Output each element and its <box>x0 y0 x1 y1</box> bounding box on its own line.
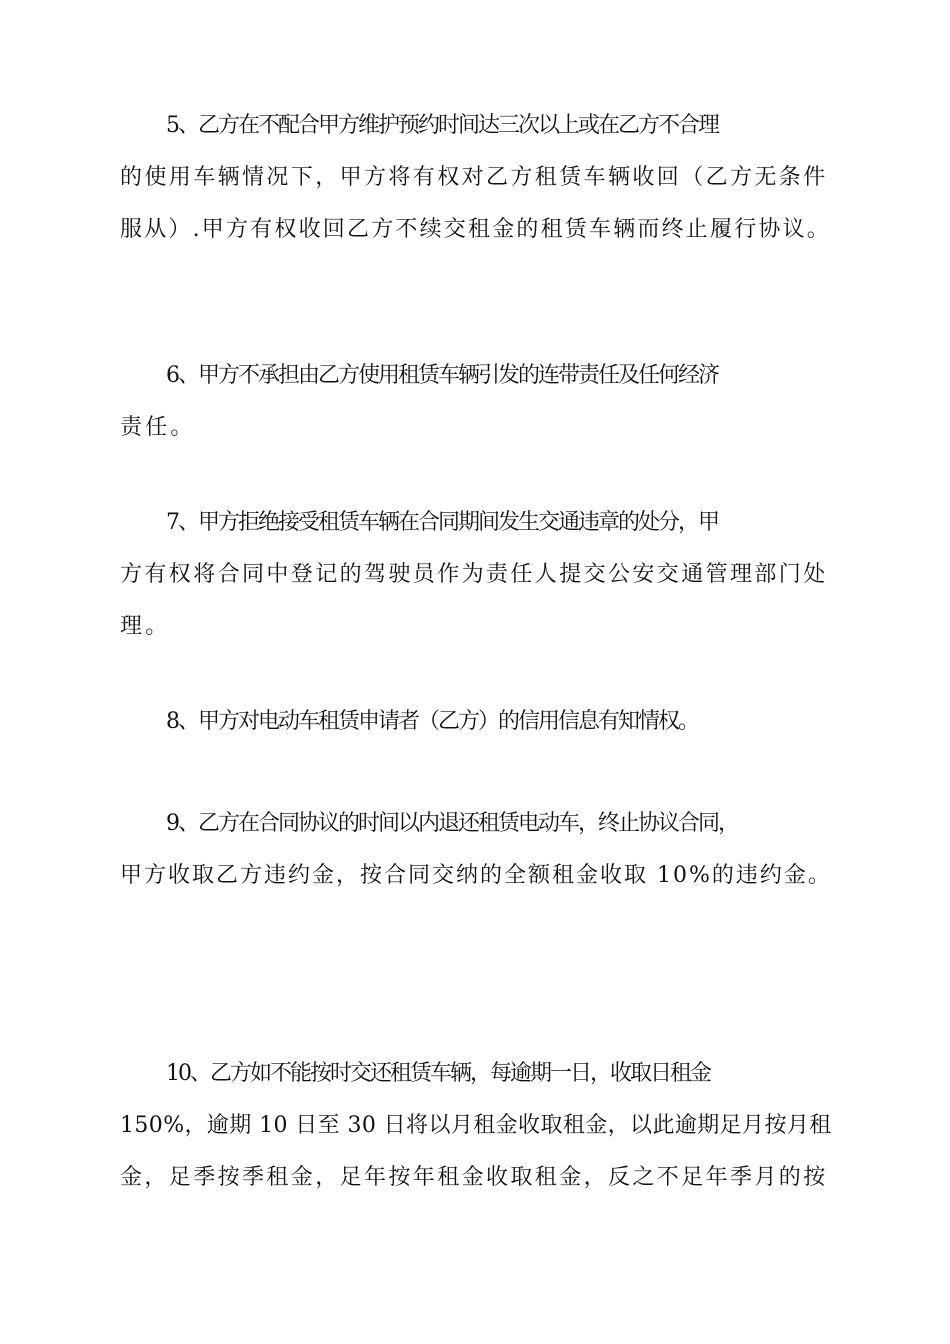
clause-6-paragraph <box>120 350 832 454</box>
text-line: 方有权将合同中登记的驾驶员作为责任人提交公安交通管理部门处 <box>120 562 828 587</box>
text-line: 9、乙方在合同协议的时间以内退还租赁电动车，终止协议合同， <box>166 811 738 836</box>
text-line: 甲方收取乙方违约金，按合同交纳的全额租金收取 10%的违约金。 <box>120 863 832 888</box>
text-line: 10、乙方如不能按时交还租赁车辆，每逾期一日，收取日租金 <box>166 1061 710 1086</box>
text-line: 7、甲方拒绝接受租赁车辆在合同期间发生交通违章的处分，甲 <box>166 510 718 535</box>
text-line: 理。 <box>120 614 171 639</box>
text-line: 150%，逾期 10 日至 30 日将以月租金收取租金，以此逾期足月按月租 <box>120 1113 832 1138</box>
clause-10-paragraph <box>120 1048 832 1204</box>
text-line: 的使用车辆情况下，甲方将有权对乙方租赁车辆收回（乙方无条件 <box>120 165 828 190</box>
text-line: 服从）.甲方有权收回乙方不续交租金的租赁车辆而终止履行协议。 <box>120 217 831 242</box>
text-line: 6、甲方不承担由乙方使用租赁车辆引发的连带责任及任何经济 <box>166 363 718 388</box>
text-line: 责任。 <box>120 415 196 440</box>
clause-5-paragraph <box>120 100 832 256</box>
clause-7-paragraph <box>120 497 832 653</box>
text-line: 8、甲方对电动车租赁申请者（乙方）的信用信息有知情权。 <box>166 709 698 734</box>
text-line: 5、乙方在不配合甲方维护预约时间达三次以上或在乙方不合理 <box>166 113 718 138</box>
clause-9-paragraph <box>120 798 832 902</box>
clause-8-paragraph <box>120 696 832 748</box>
text-line: 金，足季按季租金，足年按年租金收取租金，反之不足年季月的按 <box>120 1165 828 1190</box>
